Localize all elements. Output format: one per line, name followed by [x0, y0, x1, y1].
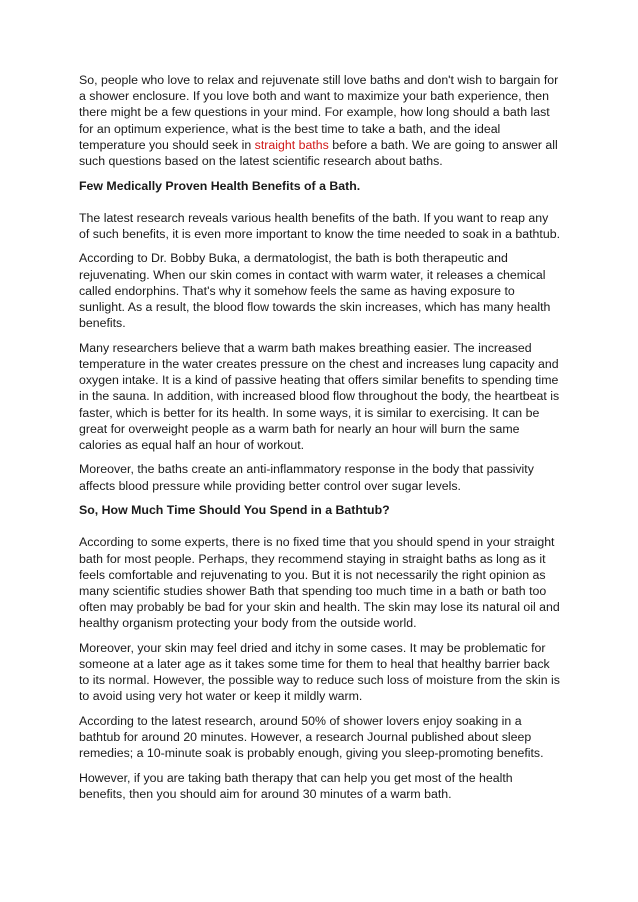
intro-paragraph	[79, 72, 561, 169]
paragraph: Many researchers believe that a warm bath makes breathing easier. The increased temperature in the water creates pressure on the chest and increases lung capacity and oxygen intake. It is a kind of passive heating that offers similar benefits to spending time in the sauna. In addition, with increased blood flow throughout the body, the heartbeat is faster, which is better for its health. In some ways, it is similar to exercising. It can be great for overweight people as a warm bath for nearly an hour will burn the same calories as equal half an hour of workout.	[79, 340, 560, 452]
paragraph: However, if you are taking bath therapy that can help you get most of the health benefits, then you should aim for around 30 minutes of a warm bath.	[79, 770, 513, 802]
section-heading-time-in-bathtub: So, How Much Time Should You Spend in a Bathtub?	[79, 503, 390, 518]
intro-text-before-link: So, people who love to relax and rejuvenate still love baths and don't wish to bargain for a shower enclosure. If you love both and want to maximize your bath experience, then there might be a few questions in your mind. For example, how long should a bath last for an optimum experience, what is the best time to take a bath, and the ideal temperature you should seek in	[79, 73, 559, 152]
intro-text-after-link: before a bath. We are going to answer all such questions based on the latest scientific research about baths.	[79, 137, 558, 169]
document-page	[79, 72, 561, 811]
straight-baths-link[interactable]: straight baths	[254, 137, 329, 152]
paragraph: According to some experts, there is no fixed time that you should spend in your straight bath for most people. Perhaps, they recommend staying in straight baths as long as it feels comfortable and rejuvenating to you. But it is not necessarily the right opinion as many scientific studies shower Bath that spending too much time in a bath or bath too often may probably be bad for your skin and health. The skin may lose its natural oil and healthy organism protecting your body from the outside world.	[79, 535, 560, 631]
paragraph: According to Dr. Bobby Buka, a dermatologist, the bath is both therapeutic and rejuvenating. When our skin comes in contact with warm water, it releases a chemical called endorphins. That's why it somehow feels the same as having exposure to sunlight. As a result, the blood flow towards the skin increases, which has many health benefits.	[79, 251, 551, 331]
section-heading-health-benefits: Few Medically Proven Health Benefits of a Bath.	[79, 178, 361, 193]
paragraph: Moreover, the baths create an anti-inflammatory response in the body that passivity affects blood pressure while providing better control over sugar levels.	[79, 462, 534, 493]
paragraph: According to the latest research, around 50% of shower lovers enjoy soaking in a bathtub for around 20 minutes. However, a research Journal published about sleep remedies; a 10-minute soak is probably enough, giving you sleep-promoting benefits.	[79, 713, 544, 761]
paragraph: Moreover, your skin may feel dried and itchy in some cases. It may be problematic for someone at a later age as it takes some time for them to heal that healthy barrier back to its normal. However, the possible way to reduce such loss of moisture from the skin is to avoid using very hot water or keep it mildly warm.	[79, 640, 560, 704]
paragraph: The latest research reveals various health benefits of the bath. If you want to reap any of such benefits, it is even more important to know the time needed to soak in a bathtub.	[79, 210, 560, 241]
